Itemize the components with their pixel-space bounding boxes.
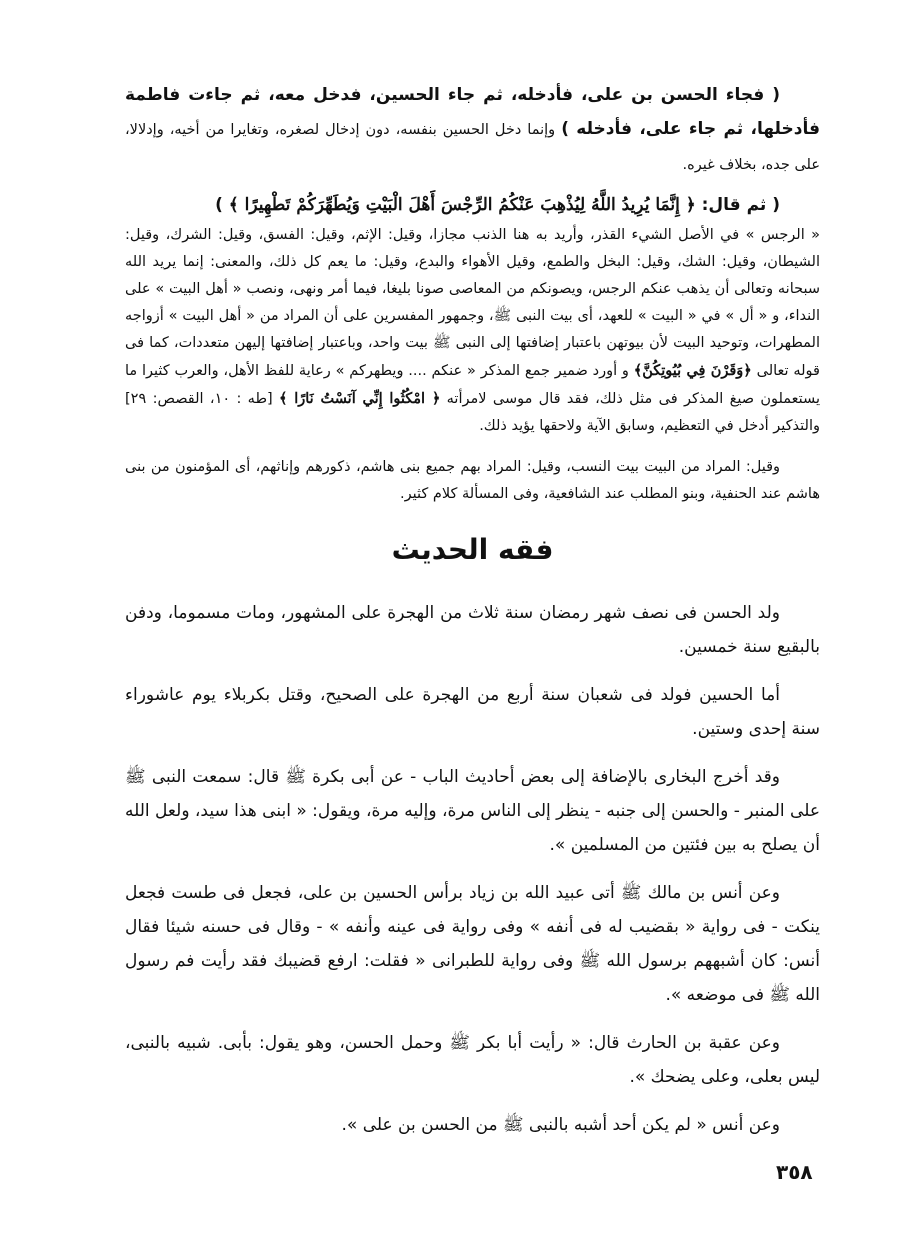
intro-bold-text: ( فجاء الحسن بن على، فأدخله، ثم جاء الحسين، فدخل معه، ثم جاءت فاطمة فأدخلها، ثم جاء على، فأدخله ): [125, 85, 820, 139]
fiqh-paragraph-3: وقد أخرج البخارى بالإضافة إلى بعض أحاديث الباب - عن أبى بكرة ﷺ قال: سمعت النبى ﷺ على المنبر - والحسن إلى جنبه - ينظر إلى الناس مرة، وإليه مرة، ويقول: « ابنى هذا سيد، ولعل الله أن يصلح به بين فئتين من المسلمين ».: [125, 767, 820, 855]
quran-verse-2: ﴿وَقَرْنَ فِي بُيُوتِكُنَّ﴾: [633, 362, 752, 379]
quran-verse: ﴿ إِنَّمَا يُرِيدُ اللَّهُ لِيُذْهِبَ عَنْكُمُ الرِّجْسَ أَهْلَ الْبَيْتِ وَيُطَهِّرَكُمْ تَطْهِيرًا ﴾: [228, 195, 696, 215]
page-number: ٣٥٨: [776, 1160, 813, 1184]
intro-paragraph: [125, 78, 820, 182]
section-heading: فقه الحديث: [391, 533, 554, 566]
commentary-paragraph-2: وقيل: المراد من البيت بيت النسب، وقيل: المراد بهم جميع بنى هاشم، ذكورهم وإناثهم، أى المؤمنون من بنى هاشم عند الحنفية، وبنو المطلب عند الشافعية، وفى المسألة كلام كثير.: [125, 459, 820, 502]
commentary-paragraph: [125, 222, 820, 440]
verse-paragraph: [125, 188, 820, 222]
fiqh-paragraph-2: أما الحسين فولد فى شعبان سنة أربع من الهجرة على الصحيح، وقتل بكربلاء يوم عاشوراء سنة إحدى وستين.: [125, 685, 820, 739]
verse-suffix: ): [215, 195, 229, 215]
intro-normal-text: وإنما دخل الحسين بنفسه، دون إدخال لصغره، وتغايرا من أخيه، وإدلالا، على جده، بخلاف غيره.: [125, 122, 820, 173]
commentary-reference: [طه : ١٠، القصص: ٢٩] والتذكير أدخل في التعظيم، وسابق الآية ولاحقها يؤيد ذلك.: [125, 391, 820, 434]
fiqh-paragraph-5: وعن عقبة بن الحارث قال: « رأيت أبا بكر ﷺ وحمل الحسن، وهو يقول: بأبى. شبيه بالنبى، ليس بعلى، وعلى يضحك ».: [125, 1033, 820, 1087]
fiqh-paragraph-4: وعن أنس بن مالك ﷺ أتى عبيد الله بن زياد برأس الحسين بن على، فجعل فى طست فجعل ينكت - فى رواية « بقضيب له فى أنفه » وفى رواية فى عينه وأنفه » - وقال فى حسنه شيئا فقال أنس: كان أشبههم برسول الله ﷺ وفى رواية للطبرانى « فقلت: ارفع قضيبك فقد رأيت فم رسول الله ﷺ فى موضعه ».: [125, 883, 820, 1005]
verse-prefix: ( ثم قال:: [695, 195, 780, 215]
fiqh-paragraph-1: ولد الحسن فى نصف شهر رمضان سنة ثلاث من الهجرة على المشهور، ومات مسموما، ودفن بالبقيع سنة خمسين.: [125, 603, 820, 657]
page-body: [125, 78, 820, 1142]
quran-verse-3: ﴿ امْكُثُوا إِنِّي آنَسْتُ نَارًا ﴾: [278, 390, 441, 407]
commentary-text-2: و أورد ضمير جمع المذكر « عنكم .... ويطهركم » رعاية للفظ الأهل، والعرب كثيرا ما يستعملون صيغ المذكر فى مثل ذلك، فقد قال موسى لامرأته: [125, 363, 820, 407]
fiqh-paragraph-6: وعن أنس « لم يكن أحد أشبه بالنبى ﷺ من الحسن بن على ».: [341, 1115, 780, 1135]
commentary-text-1: « الرجس » في الأصل الشيء القذر، وأريد به هنا الذنب مجازا، وقيل: الإثم، وقيل: الفسق، وقيل: الشرك، وقيل: الشيطان، وقيل: الشك، وقيل: البخل والطمع، وقيل الأهواء والبدع، وقيل: ما يعم كل ذلك، والمعنى: إنما يريد الله سبحانه وتعالى أن يذهب عنكم الرجس، ويصونكم من المعاصى صونا بليغا، فيما أمر ونهى، ونصب « أهل البيت » على النداء، و « أل » في « البيت » للعهد، أى بيت النبى ﷺ، وجمهور المفسرين على أن المراد من « أهل البيت » أزواجه المطهرات، وتوحيد البيت لأن بيوتهن باعتبار إضافتها إلى النبى ﷺ بيت واحد، وباعتبار إضافتها إليهن متعددات، كما فى قوله تعالى: [125, 227, 820, 379]
